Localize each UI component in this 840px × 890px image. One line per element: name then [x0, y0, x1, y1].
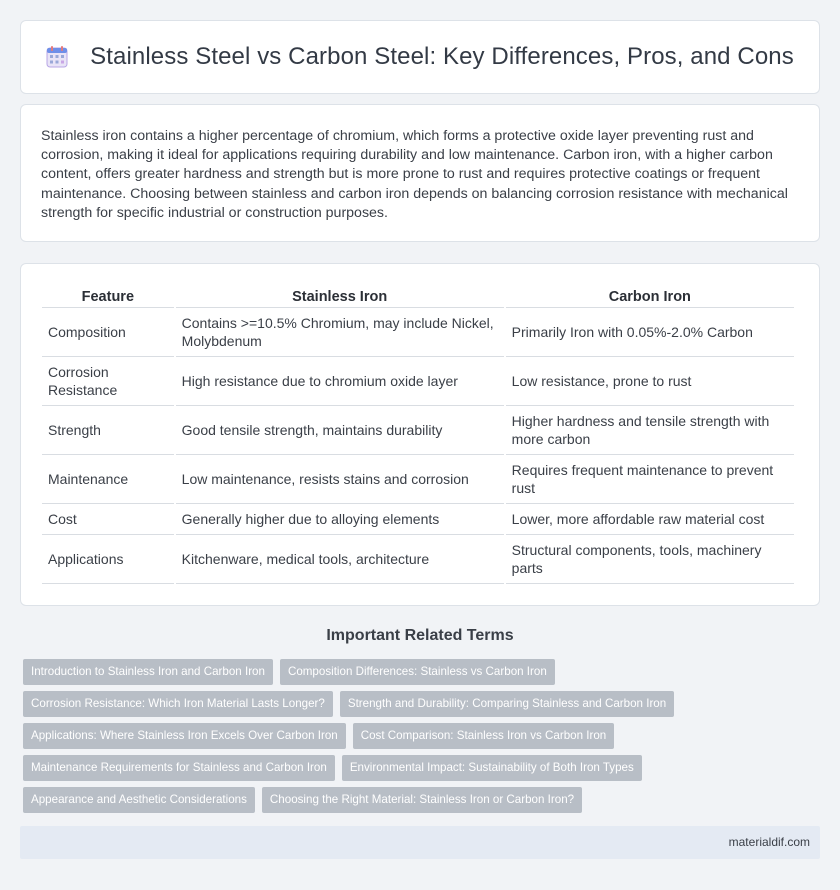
related-term-tag[interactable]: Environmental Impact: Sustainability of Both Iron Types	[342, 755, 642, 781]
table-cell: Corrosion Resistance	[42, 357, 174, 406]
table-row	[42, 504, 794, 535]
table-cell: Contains >=10.5% Chromium, may include Nickel, Molybdenum	[176, 308, 504, 357]
footer	[20, 826, 820, 859]
table-cell: Lower, more affordable raw material cost	[506, 504, 794, 535]
column-header: Carbon Iron	[506, 284, 794, 308]
table-row	[42, 455, 794, 504]
table-cell: High resistance due to chromium oxide layer	[176, 357, 504, 406]
table-cell: Requires frequent maintenance to prevent rust	[506, 455, 794, 504]
related-term-tag[interactable]: Appearance and Aesthetic Considerations	[23, 787, 255, 813]
table-cell: Maintenance	[42, 455, 174, 504]
page-title: Stainless Steel vs Carbon Steel: Key Differences, Pros, and Cons	[90, 43, 794, 70]
related-term-tag[interactable]: Composition Differences: Stainless vs Carbon Iron	[280, 659, 555, 685]
related-term-tag[interactable]: Corrosion Resistance: Which Iron Material Lasts Longer?	[23, 691, 333, 717]
table-row	[42, 406, 794, 455]
table-cell: Low maintenance, resists stains and corrosion	[176, 455, 504, 504]
related-term-tag[interactable]: Choosing the Right Material: Stainless Iron or Carbon Iron?	[262, 787, 582, 813]
table-row	[42, 357, 794, 406]
intro-paragraph: Stainless iron contains a higher percentage of chromium, which forms a protective oxide layer preventing rust and corrosion, making it ideal for applications requiring durability and low maintenance. Carbon iron, with a higher carbon content, offers greater hardness and strength but is more prone to rust and requires protective coatings or frequent maintenance. Choosing between stainless and carbon iron depends on balancing corrosion resistance with mechanical strength for specific industrial or construction purposes.	[41, 128, 788, 221]
comparison-table-card	[20, 263, 820, 606]
related-term-tag[interactable]: Maintenance Requirements for Stainless and Carbon Iron	[23, 755, 335, 781]
table-cell: Kitchenware, medical tools, architecture	[176, 535, 504, 584]
intro-card	[20, 104, 820, 242]
table-cell: Generally higher due to alloying elements	[176, 504, 504, 535]
title-card	[20, 20, 820, 94]
related-term-tag[interactable]: Introduction to Stainless Iron and Carbon Iron	[23, 659, 273, 685]
related-terms-list	[23, 659, 823, 819]
table-cell: Primarily Iron with 0.05%-2.0% Carbon	[506, 308, 794, 357]
table-cell: Cost	[42, 504, 174, 535]
column-header: Feature	[42, 284, 174, 308]
table-row	[42, 308, 794, 357]
table-cell: Low resistance, prone to rust	[506, 357, 794, 406]
related-term-tag[interactable]: Applications: Where Stainless Iron Excels Over Carbon Iron	[23, 723, 346, 749]
footer-site-link[interactable]: materialdif.com	[728, 835, 810, 849]
table-header-row	[42, 284, 794, 308]
related-term-tag[interactable]: Strength and Durability: Comparing Stainless and Carbon Iron	[340, 691, 674, 717]
table-cell: Applications	[42, 535, 174, 584]
table-cell: Good tensile strength, maintains durability	[176, 406, 504, 455]
calendar-grid-icon	[46, 46, 68, 68]
table-row	[42, 535, 794, 584]
column-header: Stainless Iron	[176, 284, 504, 308]
table-cell: Higher hardness and tensile strength with more carbon	[506, 406, 794, 455]
table-cell: Composition	[42, 308, 174, 357]
related-term-tag[interactable]: Cost Comparison: Stainless Iron vs Carbon Iron	[353, 723, 615, 749]
related-terms-heading: Important Related Terms	[326, 627, 514, 644]
table-cell: Strength	[42, 406, 174, 455]
comparison-table	[40, 284, 796, 584]
table-cell: Structural components, tools, machinery parts	[506, 535, 794, 584]
